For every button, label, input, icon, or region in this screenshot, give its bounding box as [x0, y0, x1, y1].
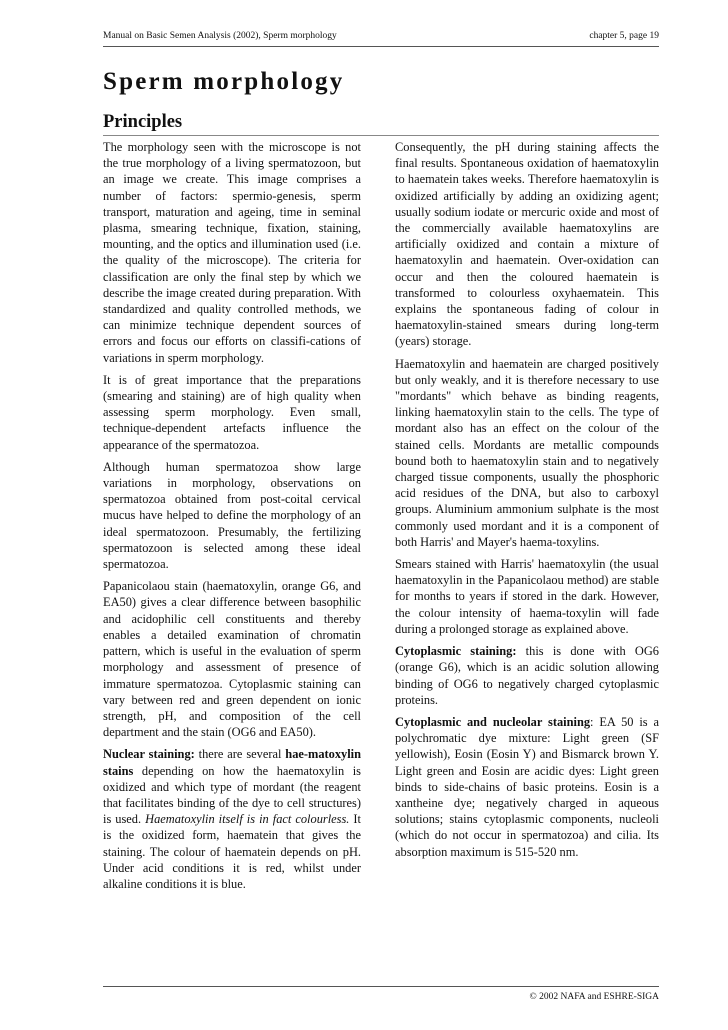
left-column — [103, 139, 361, 898]
inline-label: Cytoplasmic staining: — [395, 644, 517, 659]
inline-label: Cytoplasmic and nucleolar staining — [395, 714, 591, 729]
page-title: Sperm morphology — [103, 68, 345, 95]
page-header — [103, 31, 659, 47]
paragraph-nucleolar-staining — [395, 714, 659, 860]
paragraph-nuclear-staining — [103, 746, 361, 892]
header-page-number: chapter 5, page 19 — [589, 31, 659, 41]
paragraph: Papanicolaou stain (haematoxylin, orange G6, and EA50) gives a clear difference between basophilic and acidophilic cell constituents and thereby enables a detailed examination of chromatin pattern, which is useful in the evaluation of sperm morphology and assessment of presence of immature spermatozoa. Cytoplasmic staining can vary between red and green dependent on ionic strength, pH, and composition of the cell department and the stain (OG6 and EA50). — [103, 579, 361, 740]
inline-text: It is the oxidized form, haematein that gives the staining. The colour of haematein depends on pH. Under acid conditions it is red, whilst under alkaline conditions it is blue. — [103, 812, 361, 891]
section-heading-principles: Principles — [103, 112, 659, 136]
inline-text: this is done with OG6 (orange G6), which is an acidic solution allowing binding of OG6 to negatively charged cytoplasmic proteins. — [395, 644, 659, 707]
paragraph: Smears stained with Harris' haematoxylin (the usual haematoxylin in the Papanicolaou method) are stable for months to years if stored in the dark. However, the colour intensity of haema-toxylin will fade during a prolonged storage as explained above. — [395, 557, 659, 636]
inline-italic-text: Haematoxylin itself is in fact colourless. — [145, 812, 350, 827]
right-column — [395, 139, 659, 866]
inline-bold-term: hae-matoxylin stains — [103, 747, 362, 778]
paragraph: The morphology seen with the microscope is not the true morphology of a living spermatozoon, but an image we create. This image comprises a number of factors: spermio-genesis, sperm transport, maturation and ageing, time in seminal plasma, smearing technique, fixation, staining, mounting, and the optics and illumination used (i.e. the quality of the microscope). The criteria for classification are only the final step by which we describe the image created during preparation. With standardized and quality controlled methods, we can minimize technique dependent sources of errors and focus our efforts on classifi-cations of variations in sperm morphology. — [103, 140, 361, 365]
inline-label: Nuclear staining: — [103, 747, 195, 762]
inline-text: depending on how the haematoxylin is oxidized and which type of mordant (the reagent that facilitates binding of the dye to cell structures) is used. — [103, 763, 361, 827]
paragraph: Although human spermatozoa show large variations in morphology, observations on spermatozoa obtained from post-coital cervical mucus have helped to define the morphology of an ideal spermatozoon. Presumably, the fertilizing spermatozoon is selected among these ideal spermatozoa. — [103, 459, 361, 572]
page-footer: © 2002 NAFA and ESHRE-SIGA — [103, 986, 659, 1002]
inline-text: there are several — [194, 747, 286, 762]
paragraph: Consequently, the pH during staining affects the final results. Spontaneous oxidation of haematoxylin to haematein takes weeks. Therefore haematoxylin is oxidized artificially by adding an oxidizing agent; usually sodium iodate or mercuric oxide and most of the commercially available haematoxylins are artificially oxidized and contain a mixture of haematoxylin and haematein. Over-oxidation can occur and then the coloured haematein is transformed to colourless oxyhaematein. This explains the spontaneous fading of colour in haematoxylin-stained smears during long-term (years) storage. — [395, 140, 659, 349]
header-document-title: Manual on Basic Semen Analysis (2002), Sperm morphology — [103, 31, 337, 41]
paragraph-cytoplasmic-staining — [395, 643, 659, 708]
paragraph: Haematoxylin and haematein are charged positively but only weakly, and it is therefore necessary to use "mordants" which behave as binding reagents, linking haematoxylin stain to the cells. The type of mordant also has an effect on the colour of the stained cells. Mordants are metallic compounds bound both to haematoxylin stain and to negatively charged tissue components, usually the phosphoric acid residues of the DNA, but also to carboxyl groups. Aluminium ammonium sulphate is the most commonly used mordant and it is a component of both Harris' and Mayer's haema-toxylins. — [395, 356, 659, 549]
inline-text: : EA 50 is a polychromatic dye mixture: Light green (SF yellowish), Eosin (Eosin Y) and Bismarck brown Y. Light green and Eosin are acidic dyes: Light green binds to side-chains of basic proteins. Eosin is a xantheine dye; negatively charged in aqueous solutions; stains cytoplasmic components, nucleoli (which do not occur in spermatozoa) and cilia. Its absorption maximum is 515-520 nm. — [395, 714, 659, 859]
paragraph: It is of great importance that the preparations (smearing and staining) are of high quality when assessing sperm morphology. Even small, technique-dependent artefacts influence the appearance of the spermatozoa. — [103, 372, 361, 452]
